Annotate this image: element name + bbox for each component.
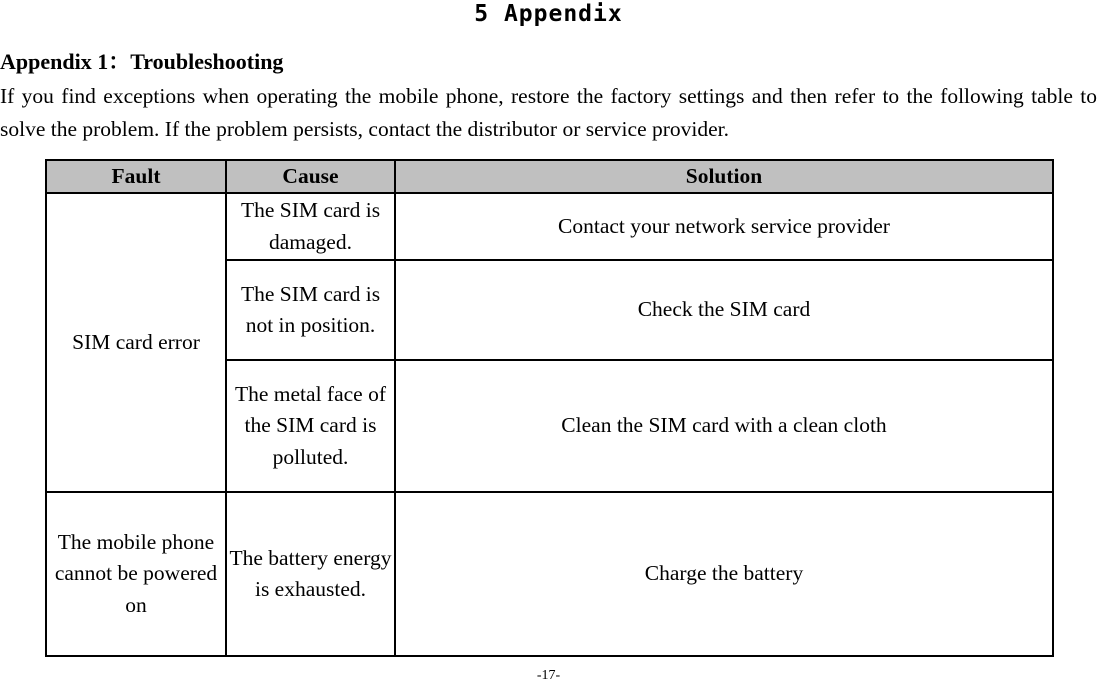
- header-fault: Fault: [46, 160, 226, 193]
- troubleshooting-table: [45, 159, 1054, 657]
- solution-cell: Check the SIM card: [395, 260, 1053, 360]
- fault-cell: The mobile phone cannot be powered on: [46, 492, 226, 656]
- cause-cell: The SIM card is damaged.: [226, 193, 395, 260]
- section-heading: 5 Appendix: [474, 1, 623, 27]
- page-number: -17-: [536, 668, 561, 683]
- cause-cell: The SIM card is not in position.: [226, 260, 395, 360]
- solution-cell: Contact your network service provider: [395, 193, 1053, 260]
- cause-cell: The metal face of the SIM card is polluted.: [226, 360, 395, 492]
- appendix-subtitle: Appendix 1：Troubleshooting: [0, 49, 284, 74]
- header-cause: Cause: [226, 160, 395, 193]
- fault-cell: SIM card error: [46, 193, 226, 492]
- cause-cell: The battery energy is exhausted.: [226, 492, 395, 656]
- table-header-row: [46, 160, 1053, 193]
- table-row: [46, 193, 1053, 260]
- solution-cell: Clean the SIM card with a clean cloth: [395, 360, 1053, 492]
- intro-paragraph: If you find exceptions when operating the mobile phone, restore the factory settings and then refer to the following table to solve the problem. If the problem persists, contact the distributor or service provider.: [0, 84, 1097, 141]
- table-row: [46, 492, 1053, 656]
- solution-cell: Charge the battery: [395, 492, 1053, 656]
- header-solution: Solution: [395, 160, 1053, 193]
